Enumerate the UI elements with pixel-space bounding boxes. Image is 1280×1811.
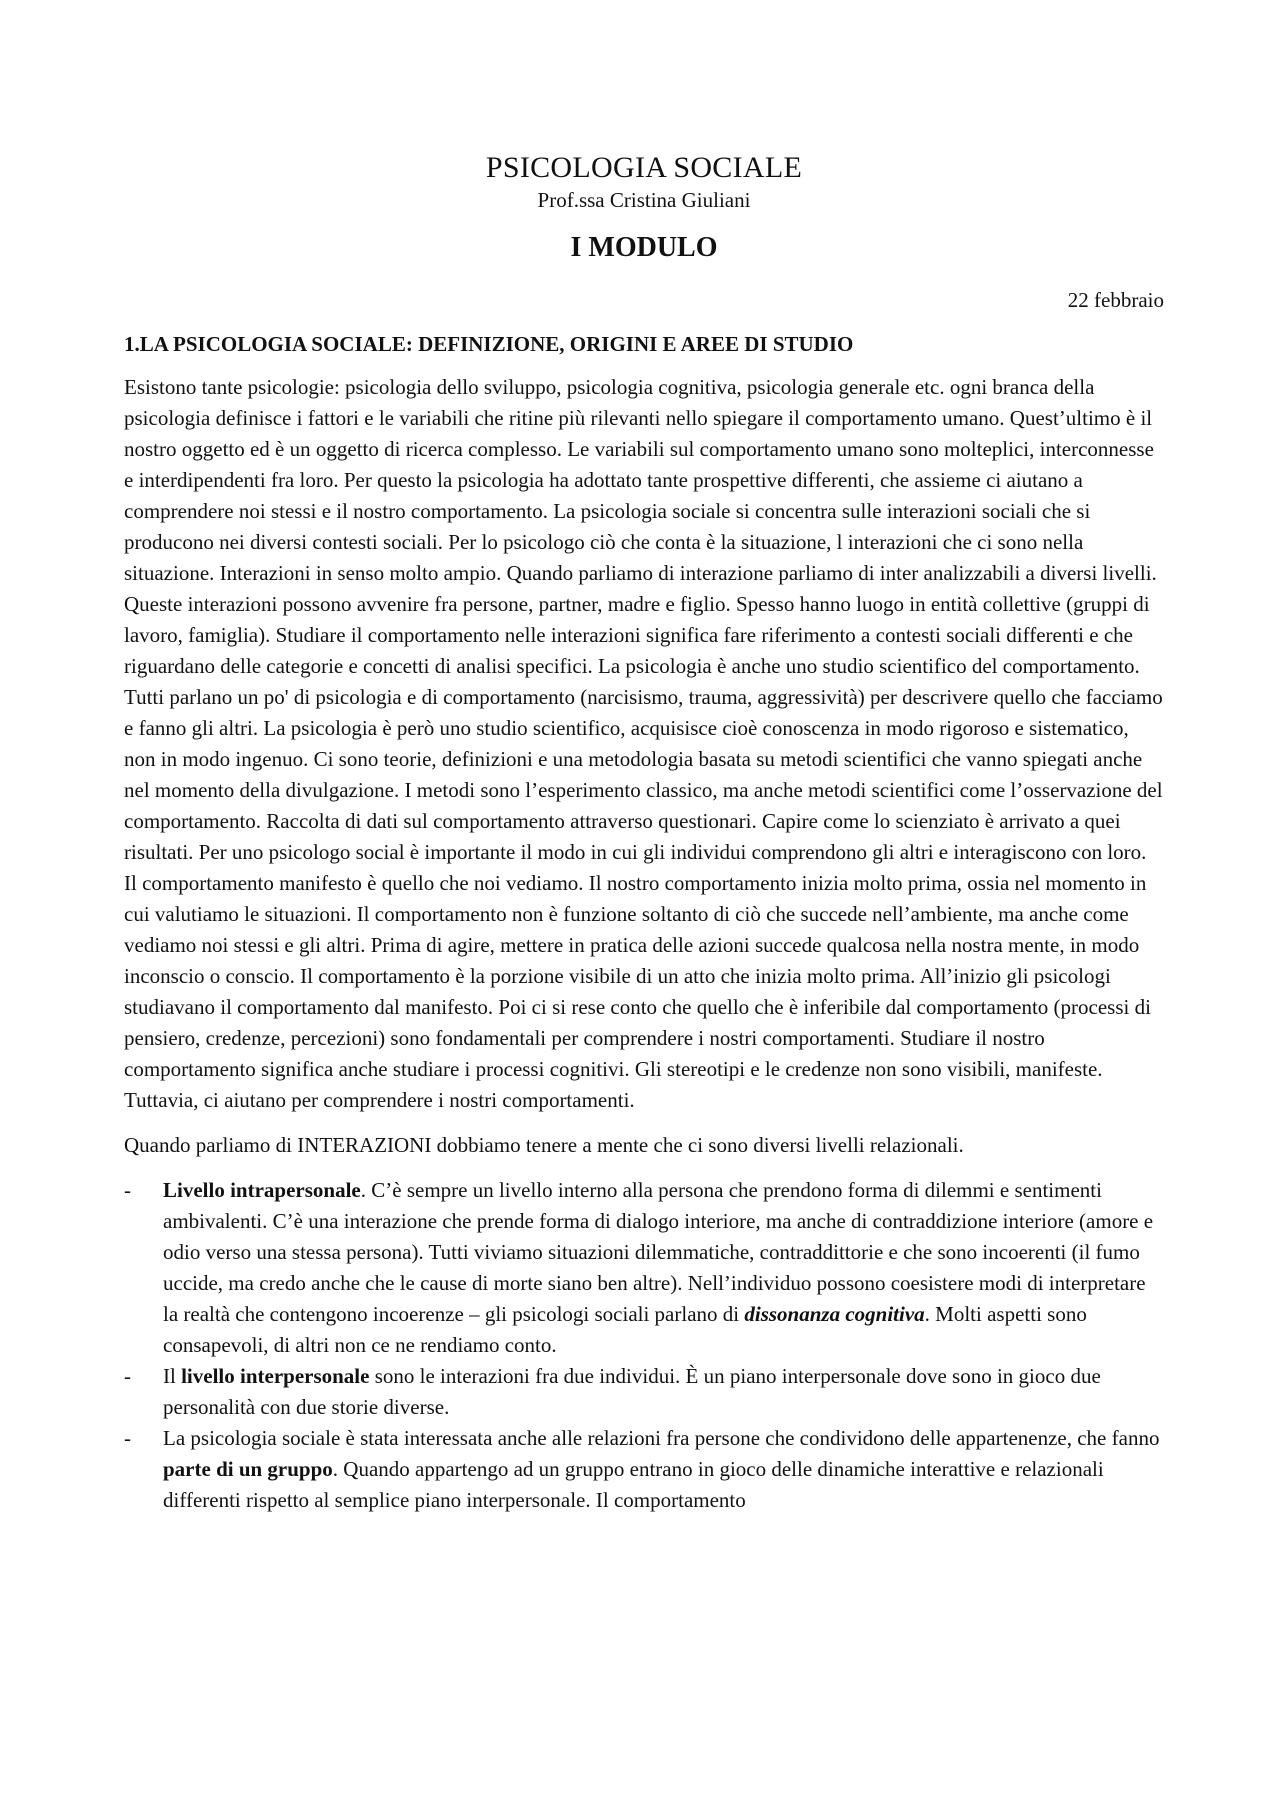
list-dash: - [124,1364,131,1388]
list-item-text: La psicologia sociale è stata interessata anche alle relazioni fra persone che condividono delle appartenenze, che fanno [163,1426,1160,1450]
list-item-text: Il [163,1364,182,1388]
list-item-text: . Quando appartengo ad un gruppo entrano in gioco delle dinamiche interattive e relazionali differenti rispetto al semplice piano interpersonale. Il comportamento [163,1457,1104,1512]
paragraph-interactions: Quando parliamo di INTERAZIONI dobbiamo tenere a mente che ci sono diversi livelli relazionali. [124,1133,964,1157]
list-item [124,1361,1164,1423]
document-page [124,150,1164,1516]
list-item-text: . Molti aspetti sono consapevoli, di altri non ce ne rendiamo conto. [163,1302,1087,1357]
term-group: parte di un gruppo [163,1457,333,1481]
document-title: PSICOLOGIA SOCIALE [485,151,803,184]
list-item [124,1175,1164,1361]
term-cognitive-dissonance: dissonanza cognitiva [744,1302,925,1326]
module-title: I MODULO [570,232,718,263]
term-intrapersonal: Livello intrapersonale [163,1178,361,1202]
term-interpersonal: livello interpersonale [181,1364,370,1388]
list-dash: - [124,1426,131,1450]
list-item [124,1423,1164,1516]
document-author: Prof.ssa Cristina Giuliani [537,188,751,212]
lecture-date: 22 febbraio [1067,288,1164,312]
paragraph-intro: Esistono tante psicologie: psicologia dello sviluppo, psicologia cognitiva, psicologia generale etc. ogni branca della psicologia definisce i fattori e le variabili che ritine più rilevanti nello spiegare il comportamento umano. Quest’ultimo è il nostro oggetto ed è un oggetto di ricerca complesso. Le variabili sul comportamento umano sono molteplici, interconnesse e interdipendenti fra loro. Per questo la psicologia ha adottato tante prospettive differenti, che assieme ci aiutano a comprendere noi stessi e il nostro comportamento. La psicologia sociale si concentra sulle interazioni sociali che si producono nei diversi contesti sociali. Per lo psicologo ciò che conta è la situazione, l interazioni che ci sono nella situazione. Interazioni in senso molto ampio. Quando parliamo di interazione parliamo di inter analizzabili a diversi livelli. Queste interazioni possono avvenire fra persone, partner, madre e figlio. Spesso hanno luogo in entità collettive (gruppi di lavoro, famiglia). Studiare il comportamento nelle interazioni significa fare riferimento a contesti sociali differenti e che riguardano delle categorie e concetti di analisi specifici. La psicologia è anche uno studio scientifico del comportamento. Tutti parlano un po' di psicologia e di comportamento (narcisismo, trauma, aggressività) per descrivere quello che facciamo e fanno gli altri. La psicologia è però uno studio scientifico, acquisisce cioè conoscenza in modo rigoroso e sistematico, non in modo ingenuo. Ci sono teorie, definizioni e una metodologia basata su metodi scientifici che vanno spiegati anche nel momento della divulgazione. I metodi sono l’esperimento classico, ma anche metodi scientifici come l’osservazione del comportamento. Raccolta di dati sul comportamento attraverso questionari. Capire come lo scienziato è arrivato a quei risultati. Per uno psicologo social è importante il modo in cui gli individui comprendono gli altri e interagiscono con loro. Il comportamento manifesto è quello che noi vediamo. Il nostro comportamento inizia molto prima, ossia nel momento in cui valutiamo le situazioni. Il comportamento non è funzione soltanto di ciò che succede nell’ambiente, ma anche come vediamo noi stessi e gli altri. Prima di agire, mettere in pratica delle azioni succede qualcosa nella nostra mente, in modo inconscio o conscio. Il comportamento è la porzione visibile di un atto che inizia molto prima. All’inizio gli psicologi studiavano il comportamento dal manifesto. Poi ci si rese conto che quello che è inferibile dal comportamento (processi di pensiero, credenze, percezioni) sono fondamentali per comprendere i nostri comportamenti. Studiare il nostro comportamento significa anche studiare i processi cognitivi. Gli stereotipi e le credenze non sono visibili, manifeste. Tuttavia, ci aiutano per comprendere i nostri comportamenti. [124,375,1163,1112]
relational-levels-list [124,1175,1164,1516]
list-dash: - [124,1178,131,1202]
list-item-text: sono le interazioni fra due individui. È un piano interpersonale dove sono in gioco due personalità con due storie diverse. [163,1364,1101,1419]
section-heading: 1.LA PSICOLOGIA SOCIALE: DEFINIZIONE, ORIGINI E AREE DI STUDIO [124,332,854,356]
list-item-text: . C’è sempre un livello interno alla persona che prendono forma di dilemmi e sentimenti ambivalenti. C’è una interazione che prende forma di dialogo interiore, ma anche di contraddizione interiore (amore e odio verso una stessa persona). Tutti viviamo situazioni dilemmatiche, contraddittorie e che sono incoerenti (il fumo uccide, ma credo anche che le cause di morte siano ben altre). Nell’individuo possono coesistere modi di interpretare la realtà che contengono incoerenze – gli psicologi sociali parlano di [163,1178,1154,1326]
